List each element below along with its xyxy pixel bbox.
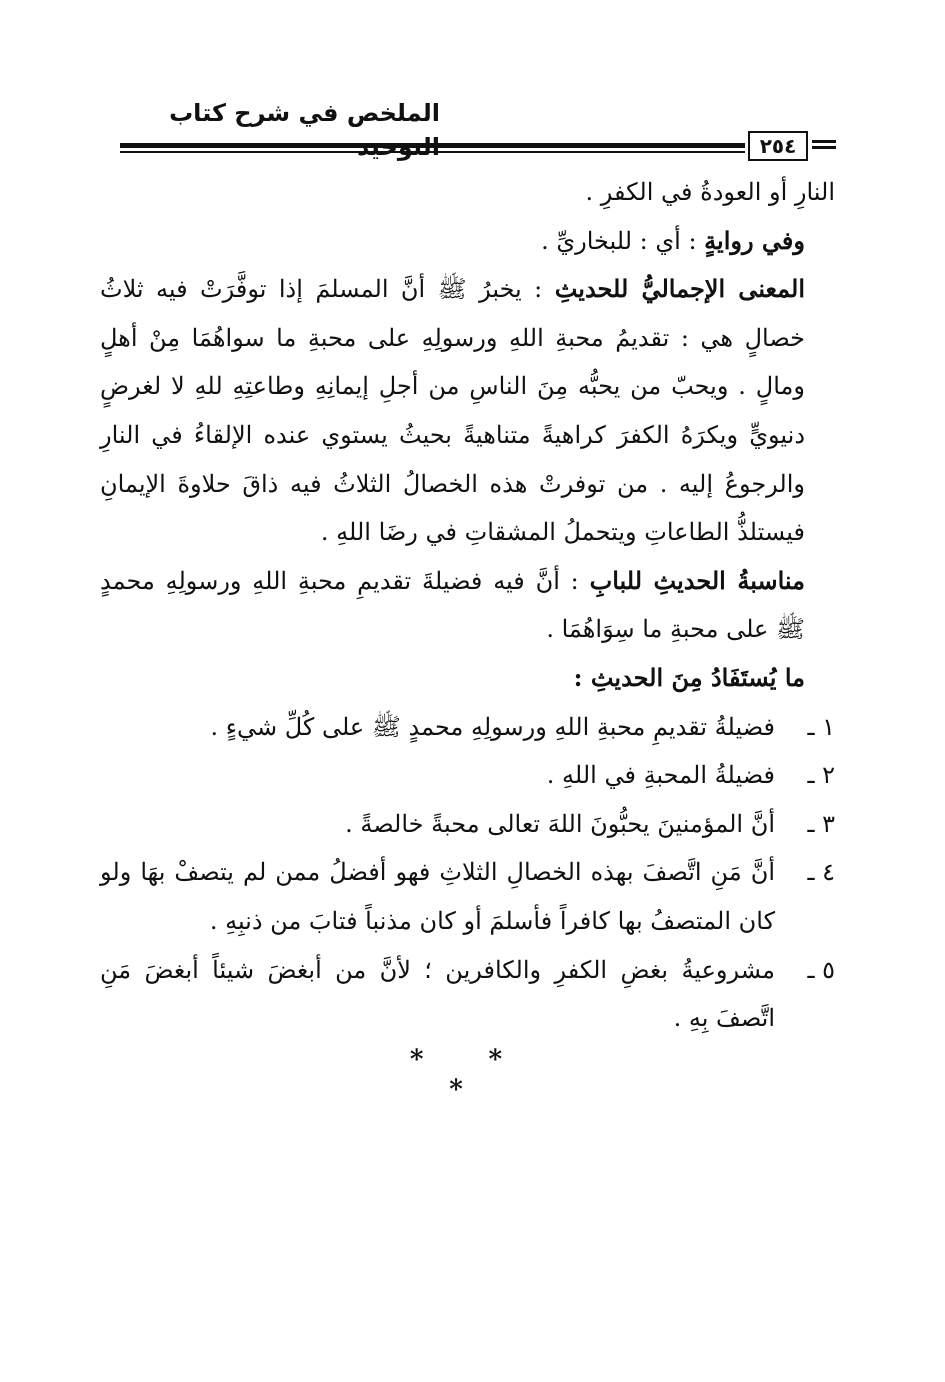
paragraph-narration [100,217,835,266]
general-meaning-label: المعنى الإجماليُّ للحديثِ [554,274,805,304]
general-meaning-text: : يخبرُ ﷺ أنَّ المسلمَ إذا توفَّرَتْ فيه ثلاثُ خصالٍ هي : تقديمُ محبةِ اللهِ ورسولِهِ على محبةِ ما سواهُمَا مِنْ أهلٍ ومالٍ . ويحبّ من يحبُّه مِنَ الناسِ من أجلِ إيمانِهِ وطاعتِهِ للهِ لا لغرضٍ دنيويٍّ ويكرَهُ الكفرَ كراهيةً متناهيةً بحيثُ يستوي عنده الإلقاءُ في النارِ والرجوعُ إليه . من توفرتْ هذه الخصالُ الثلاثُ فيه ذاقَ حلاوةَ الإيمانِ فيستلذُّ الطاعاتِ ويتحملُ المشقاتِ في رضَا اللهِ . [100,275,806,547]
list-item-number: ٢ ـ [807,761,835,790]
paragraph-relevance [100,557,835,654]
list-item-number: ٤ ـ [807,858,835,887]
header-ornament-lines [812,140,836,154]
list-item [100,946,835,1043]
page-body [100,168,835,1043]
list-item-number: ٥ ـ [807,955,835,984]
benefits-heading: ما يُستَفَادُ مِنَ الحديثِ : [573,662,805,692]
narration-label: وفي روايةٍ [704,225,805,255]
list-item [100,800,835,849]
narration-text: : أي : للبخاريِّ . [541,226,705,255]
list-item-number: ١ ـ [807,712,835,741]
list-item-text: أنَّ المؤمنينَ يحبُّونَ اللهَ تعالى محبةً خالصةً . [345,809,775,838]
list-item [100,751,835,800]
header-rule-thin [120,151,745,153]
page-number: ٢٥٤ [748,131,808,161]
list-item [100,703,835,752]
list-item-text: فضيلةُ المحبةِ في اللهِ . [546,761,775,790]
relevance-text: : أنَّ فيه فضيلةَ تقديمِ محبةِ اللهِ ورسولِهِ محمدٍ ﷺ على محبةِ ما سِوَاهُمَا . [100,566,805,644]
list-item-text: فضيلةُ تقديمِ محبةِ اللهِ ورسولِهِ محمدٍ ﷺ على كُلِّ شيءٍ . [210,712,775,741]
list-item-number: ٣ ـ [807,809,835,838]
list-item-text: أنَّ مَنِ اتَّصفَ بهذه الخصالِ الثلاثِ فهو أفضلُ ممن لم يتصفْ بهَا ولو كان المتصفُ بها كافراً فأسلمَ أو كان مذنباً فتابَ من ذنبِهِ . [100,858,775,935]
section-end-asterisks: * * * [409,1045,531,1105]
header-rule [120,143,745,148]
paragraph-continuation: النارِ أو العودةُ في الكفرِ . [585,178,835,206]
relevance-label: مناسبةُ الحديثِ للبابِ [589,565,806,595]
running-header-title: الملخص في شرح كتاب [169,99,440,127]
list-item [100,848,835,945]
paragraph-general-meaning [100,265,835,557]
list-item-text: مشروعيةُ بغضِ الكفرِ والكافرين ؛ لأنَّ من أبغضَ شيئاً أبغضَ مَنِ اتَّصفَ بِهِ . [100,955,775,1033]
